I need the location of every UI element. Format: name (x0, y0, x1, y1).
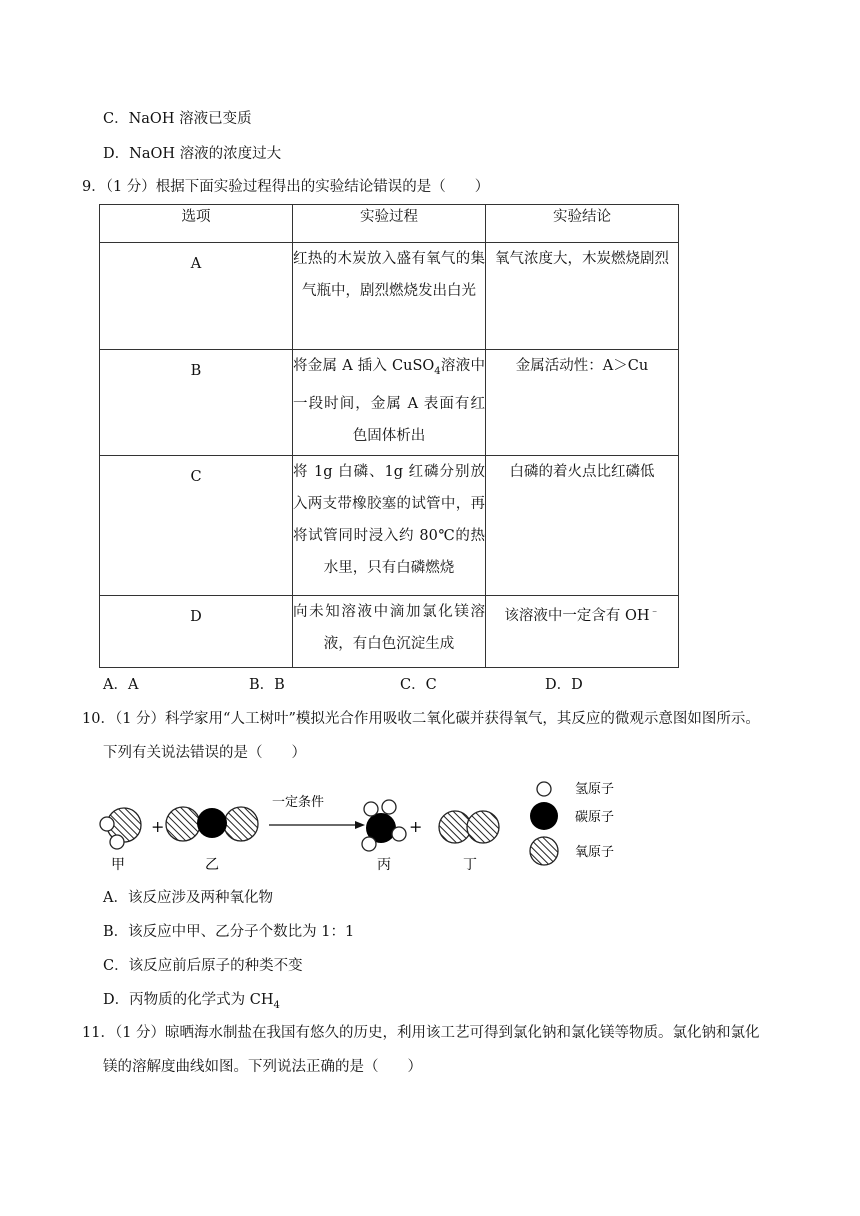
label-bing: 丙 (377, 857, 391, 873)
row-conclusion: 氧气浓度大，木炭燃烧剧烈 (486, 243, 679, 350)
row-option: D (100, 596, 293, 668)
legend-oxygen: 氧原子 (575, 845, 615, 860)
option-text: D．丙物质的化学式为 CH (103, 992, 274, 1008)
legend-carbon: 碳原子 (575, 810, 615, 825)
q8-option-c: C．NaOH 溶液已变质 (103, 111, 252, 127)
table-row (100, 456, 679, 596)
reaction-arrow (269, 795, 365, 829)
conclusion-text: 该溶液中一定含有 OH (504, 607, 650, 624)
label-jia: 甲 (111, 857, 125, 873)
plus-sign: + (409, 817, 423, 836)
row-conclusion: 白磷的着火点比红磷低 (486, 456, 679, 596)
table-row (100, 350, 679, 456)
label-ding: 丁 (463, 857, 477, 873)
q10-stem-line1: 10．（1 分）科学家用“人工树叶”模拟光合作用吸收二氧化碳并获得氧气，其反应的微观示意图如图所示。 (82, 711, 760, 727)
molecule-yi (166, 807, 258, 841)
table-row (100, 596, 679, 668)
process-text: 溶液中一段时间，金属 A 表面有红色固体析出 (293, 358, 485, 444)
subscript: 4 (273, 999, 280, 1011)
row-conclusion: 金属活动性：A＞Cu (486, 350, 679, 456)
q10-option-c: C．该反应前后原子的种类不变 (103, 958, 303, 974)
row-option: B (100, 350, 293, 456)
label-yi: 乙 (205, 857, 219, 873)
q9-stem: 9．（1 分）根据下面实验过程得出的实验结论错误的是（ ） (82, 179, 490, 195)
process-text: 将金属 A 插入 CuSO (293, 358, 435, 374)
molecule-jia (100, 808, 141, 849)
molecule-ding (439, 811, 499, 843)
molecule-bing (362, 800, 406, 851)
q8-option-d: D．NaOH 溶液的浓度过大 (103, 146, 282, 162)
subscript: 4 (434, 365, 441, 377)
answer-c: C．C (400, 677, 437, 693)
q10-stem-line2: 下列有关说法错误的是（ ） (103, 745, 306, 761)
row-option: C (100, 456, 293, 596)
answer-d: D．D (545, 677, 583, 693)
row-conclusion (486, 596, 679, 668)
answer-a: A．A (103, 677, 139, 693)
plus-sign: + (151, 817, 165, 836)
row-process (293, 350, 486, 456)
superscript: ﹣ (649, 606, 660, 617)
q11-stem-line2: 镁的溶解度曲线如图。下列说法正确的是（ ） (103, 1059, 422, 1075)
table-header-row (100, 205, 679, 243)
legend-hydrogen: 氢原子 (575, 782, 615, 797)
row-process: 将 1g 白磷、1g 红磷分别放入两支带橡胶塞的试管中，再将试管同时浸入约 80℃的热水里，只有白磷燃烧 (293, 456, 486, 596)
q10-option-a: A．该反应涉及两种氧化物 (103, 890, 273, 906)
q9-table (99, 204, 679, 668)
reaction-condition: 一定条件 (272, 795, 325, 810)
q11-stem-line1: 11．（1 分）晾晒海水制盐在我国有悠久的历史，利用该工艺可得到氯化钠和氯化镁等物质。氯化钠和氯化 (82, 1025, 760, 1041)
q10-option-b: B．该反应中甲、乙分子个数比为 1：1 (103, 924, 355, 940)
row-process: 向未知溶液中滴加氯化镁溶液，有白色沉淀生成 (293, 596, 486, 668)
reaction-diagram (95, 772, 640, 877)
row-option: A (100, 243, 293, 350)
header-option: 选项 (100, 205, 293, 243)
q10-option-d (103, 990, 280, 1016)
header-process: 实验过程 (293, 205, 486, 243)
row-process: 红热的木炭放入盛有氧气的集气瓶中，剧烈燃烧发出白光 (293, 243, 486, 350)
diagram-legend (530, 782, 614, 865)
header-conclusion: 实验结论 (486, 205, 679, 243)
answer-b: B．B (249, 677, 285, 693)
table-row (100, 243, 679, 350)
